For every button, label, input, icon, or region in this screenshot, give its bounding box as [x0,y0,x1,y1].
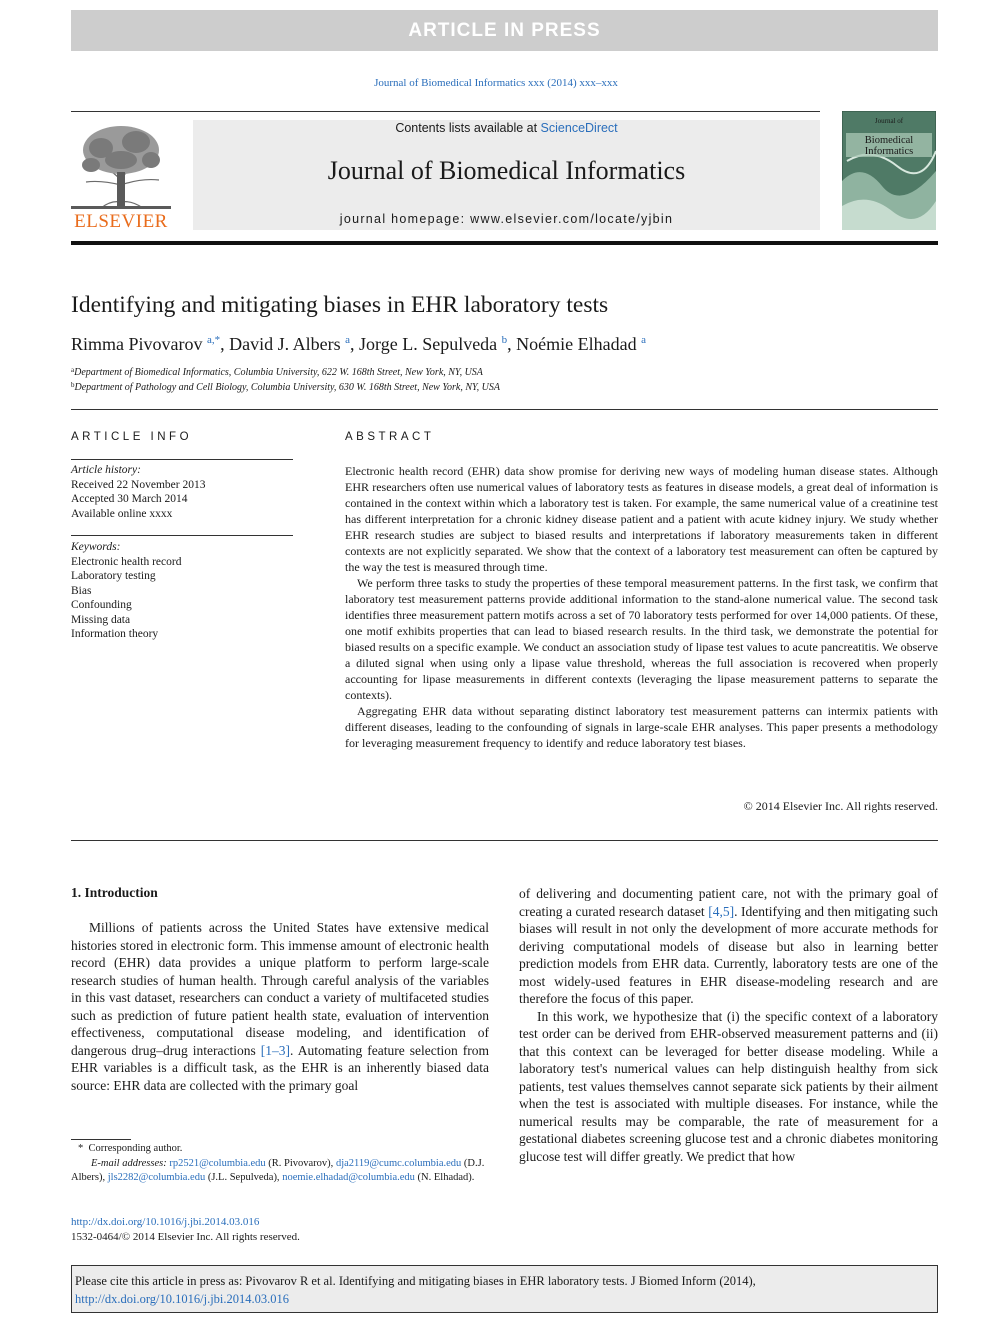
citation-link[interactable]: [4,5] [708,903,735,919]
author-name: Noémie Elhadad [516,334,637,354]
article-in-press-banner: ARTICLE IN PRESS [71,10,938,51]
email-link[interactable]: jls2282@columbia.edu [107,1172,206,1183]
footnote-rule [71,1139,131,1140]
contents-prefix: Contents lists available at [395,121,541,135]
affiliation-b [71,381,500,393]
keywords-rule [71,535,293,536]
keyword: Laboratory testing [71,570,156,582]
intro-text: Millions of patients across the United States have extensive medical histories stored in electronic form. This immense amount of electronic health record (EHR) data provides a unique platform to perform large-scale research studies of human health. Through careful analysis of the variables in this vast dataset, researchers can conduct a variety of multifaceted studies such as prediction of future patient health state, evaluation of intervention effectiveness, computational disease modeling, and identification of dangerous drug–drug interactions [71,920,489,1058]
abstract-paragraph: We perform three tasks to study the properties of these temporal measurement patterns. In the first task, we confirm that laboratory test measurement patterns provide additional information to the stand-alone numerical value. The second task identifies three measurement pattern motifs across a set of 70 laboratory tests performed for over 14,000 patients. Of these, one motif exhibits properties that can lead to biased research results. In the third task, we demonstrate the potential for biased results on a specific example. We conduct an association study of lipase test values to acute pancreatitis. We observe a diluted signal when using only a lipase value threshold, whereas the full association is recovered when properly accounting for lipase measurements in different contexts (leveraging the lipase measurement patterns to separate the contexts). [345,576,938,702]
abstract-copyright: © 2014 Elsevier Inc. All rights reserved. [743,799,938,813]
introduction-heading: 1. Introduction [71,885,158,900]
intro-text: . Automating feature selection from EHR variables is a difficult task, as the EHR is an inherently biased data source: EHR data are collected with the primary goal [71,1042,489,1093]
abstract-paragraph: Electronic health record (EHR) data show promise for deriving new ways of modeling human disease states. Although EHR researchers often use numerical values of laboratory tests as features in disease models, a great deal of information is contained in the context within which a laboratory test is taken. For example, the same numerical value of a creatinine test has different interpretation for a chronic kidney disease patient and a patient with acute kidney injury. We study whether EHR research studies are subject to biased results and interpretations if laboratory measurements taken in different contexts are not explicitly separated. We show that the context of a laboratory test measurement can often be captured by the way the test is measured through time. [345,464,938,574]
intro-text: of delivering and documenting patient care, not with the primary goal of creating a curated research dataset [519,886,938,919]
keyword: Bias [71,584,92,597]
author-affiliation-marker[interactable]: a,* [207,334,221,346]
article-info-heading: ARTICLE INFO [71,431,193,443]
keyword: Information theory [71,628,159,640]
cover-title-line-2: Biomedical [864,135,914,146]
journal-homepage[interactable]: journal homepage: www.elsevier.com/locate/yjbin [339,212,674,226]
email-link[interactable]: noemie.elhadad@columbia.edu [282,1172,415,1183]
author-name: David J. Albers [229,334,341,354]
affiliation-marker: b [71,381,75,389]
affiliation-a [71,366,483,378]
accepted-date: Accepted 30 March 2014 [71,493,188,505]
intro-right-column [519,885,938,1165]
intro-paragraph: In this work, we hypothesize that (i) the specific context of a laboratory test order can be derived from EHR-observed measurement patterns and (ii) that this context can be leveraged for better disease modeling. While a laboratory test's numerical values can help distinguish healthy from sick patients, test values themselves cannot separate sick patients by their ailment when the test is associated with multiple diseases. For instance, while the numerical results may be comparable, the rate of measurement for a gestational diabetes screening glucose test and a chronic diabetes monitoring glucose test will differ greatly. We predict that how [519,1008,938,1164]
abstract-body [345,463,938,751]
issn-copyright: 1532-0464/© 2014 Elsevier Inc. All rights reserved. [71,1231,300,1243]
keywords-block [71,540,181,642]
email-link[interactable]: rp2521@columbia.edu [169,1157,266,1169]
email-owner: (R. Pivovarov), [265,1157,336,1169]
citation-link[interactable]: [1–3] [260,1042,291,1058]
article-title: Identifying and mitigating biases in EHR laboratory tests [71,292,609,318]
author-affiliation-marker[interactable]: a [345,334,351,346]
email-owner: (J.L. Sepulveda), [205,1172,283,1183]
article-history [71,463,205,521]
affiliation-text: Department of Pathology and Cell Biology, Columbia University, 630 W. 168th Street, New York, NY, USA [74,382,500,393]
intro-paragraph [519,885,938,1008]
article-info-rule [71,459,293,460]
keywords-label: Keywords: [71,541,121,553]
online-date: Available online xxxx [71,507,173,520]
header-thick-rule [71,241,938,245]
corresponding-label: Corresponding author. [88,1143,183,1154]
elsevier-wordmark: ELSEVIER [74,211,168,232]
email-owner: (D.J. Albers), [71,1157,485,1183]
intro-left-column [71,919,489,1094]
citation-box [71,1265,938,1313]
abstract-paragraph: Aggregating EHR data without separating distinct laboratory test measurement patterns can intermix patients with different diseases, leading to the confounding of signals in large-scale EHR analyses. This paper presents a methodology for leveraging measurement frequency to identify and reduce laboratory test biases. [345,704,938,750]
history-label: Article history: [71,464,141,476]
received-date: Received 22 November 2013 [71,478,206,491]
author-affiliation-marker[interactable]: a [641,334,647,346]
email-link[interactable]: dja2119@cumc.columbia.edu [335,1157,462,1169]
header-divider [71,111,820,112]
affiliation-text: Department of Biomedical Informatics, Columbia University, 622 W. 168th Street, New York, NY, USA [74,367,483,378]
email-addresses [71,1157,489,1186]
author-name: Rimma Pivovarov [71,334,203,354]
intro-paragraph [71,919,489,1094]
cover-title-line-1: Journal of [874,117,904,125]
affiliation-marker: a [71,366,75,374]
intro-text: . Identifying and then mitigating such biases will result in not only the development of more accurate methods for deriving computational models of disease but also in learning better prediction models from EHR data. Currently, laboratory tests are one of the most widely-used features in EHR disease-modeling research and are therefore the focus of this paper. [519,903,938,1006]
keyword: Confounding [71,599,132,611]
author-name: Jorge L. Sepulveda [359,334,498,354]
footnote-star: * [78,1143,84,1154]
abstract-heading: ABSTRACT [345,431,435,443]
author-affiliation-marker[interactable]: b [501,334,508,346]
citation-doi-link[interactable]: http://dx.doi.org/10.1016/j.jbi.2014.03.016 [75,1292,290,1306]
journal-title: Journal of Biomedical Informatics [327,156,686,185]
affiliation-divider [71,409,938,410]
citation-text: Please cite this article in press as: Pivovarov R et al. Identifying and mitigating biases in EHR laboratory tests. J Biomed Inform (2014), [75,1274,756,1288]
abstract-end-rule [71,840,938,841]
author-list: Rimma Pivovarov $^{a,*}$, David J. Albers $^a$, Jorge L. Sepulveda $^b$, Noémie Elhadad $^a$ [71,334,647,354]
contents-available-line [193,121,820,135]
journal-cover-image[interactable] [842,111,936,230]
footnote [71,1142,489,1186]
keyword: Electronic health record [71,555,182,568]
journal-reference-link[interactable]: Journal of Biomedical Informatics xxx (2014) xxx–xxx [374,77,618,89]
keyword: Missing data [71,613,131,626]
corresponding-author-note [71,1142,489,1157]
doi-link[interactable]: http://dx.doi.org/10.1016/j.jbi.2014.03.016 [71,1216,260,1228]
email-owner: (N. Elhadad). [414,1172,475,1183]
cover-title-line-3: Informatics [864,146,914,157]
sciencedirect-link[interactable]: ScienceDirect [540,121,618,135]
email-label: E-mail addresses: [91,1157,167,1169]
